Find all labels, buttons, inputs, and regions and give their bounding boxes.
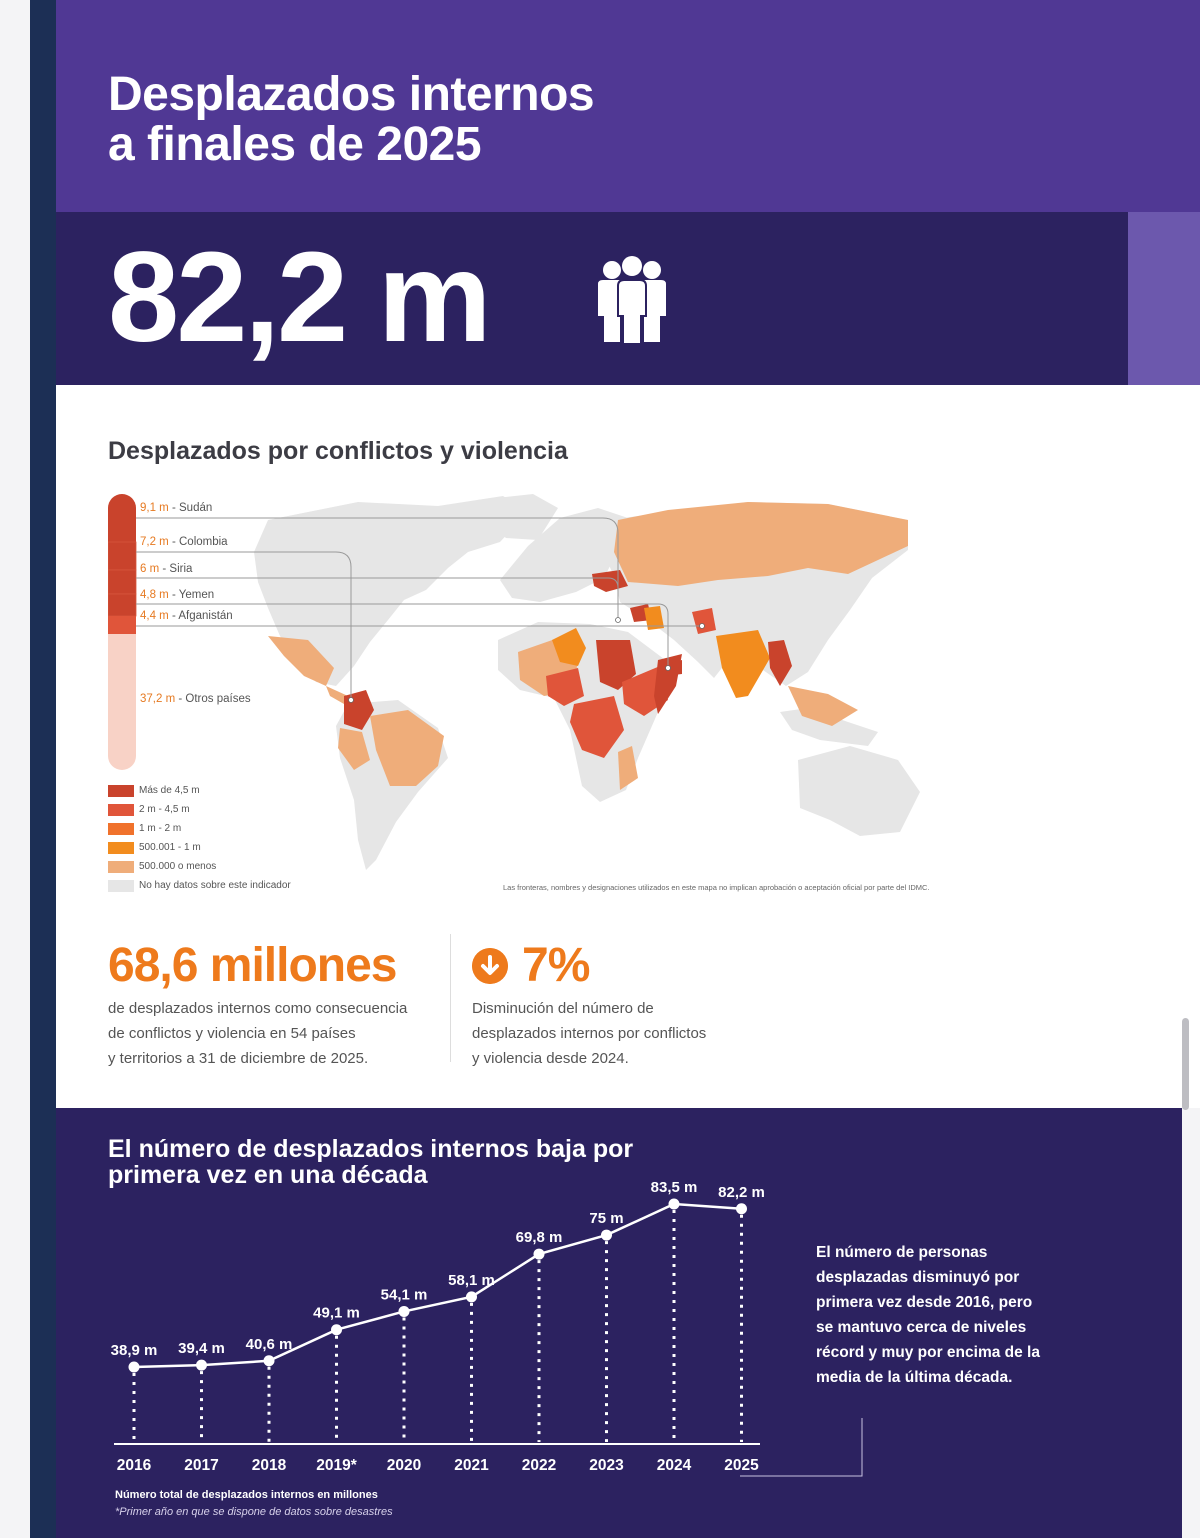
data-label: 39,4 m [178,1340,225,1358]
data-point [196,1360,207,1371]
stat-description: de desplazados internos como consecuencia de conflictos y violencia en 54 países y territorios a 31 de diciembre de 2025. [108,1000,408,1067]
data-label: 69,8 m [515,1229,563,1247]
x-tick-label: 2024 [656,1457,692,1474]
breakdown-label-colombia: 7,2 m - Colombia [140,536,228,548]
data-point [466,1291,477,1302]
data-point [264,1355,275,1366]
series-line [134,1204,742,1367]
data-label: 83,5 m [650,1179,698,1196]
data-label: 40,6 m [245,1335,293,1353]
data-label: 58,1 m [448,1271,495,1289]
data-point [399,1306,410,1317]
data-label: 54,1 m [380,1286,428,1304]
x-tick-label: 2016 [116,1457,152,1474]
x-tick-label: 2017 [184,1457,219,1474]
page-title: Desplazados internos a finales de 2025 [108,68,595,171]
breakdown-label-afghanistan: 4,4 m - Afganistán [140,610,233,622]
data-label: 38,9 m [110,1342,158,1359]
x-tick-label: 2021 [454,1457,489,1474]
data-point [669,1199,680,1210]
data-point [331,1324,342,1335]
chart-title: El número de desplazados internos baja por primera vez en una década [108,1135,634,1189]
x-tick-label: 2025 [724,1457,759,1474]
breakdown-label-sudan: 9,1 m - Sudán [140,502,213,514]
map-disclaimer: Las fronteras, nombres y designaciones utilizados en este mapa no implican aprobación o aceptación oficial por parte del IDMC. [503,883,930,892]
breakdown-label-other: 37,2 m - Otros países [140,693,251,705]
total-value: 82,2 m [108,226,489,369]
x-tick-label: 2018 [251,1457,287,1474]
data-point [601,1230,612,1241]
breakdown-label-syria: 6 m - Siria [140,563,193,575]
stat-value: 68,6 millones [108,939,397,992]
section-title: Desplazados por conflictos y violencia [108,437,568,465]
stat-description: Disminución del número de desplazados internos por conflictos y violencia desde 2024. [472,1000,707,1067]
x-tick-label: 2023 [589,1457,624,1474]
stat-value: 7% [522,939,590,992]
chart-ylabel: Número total de desplazados internos en millones [115,1489,378,1501]
x-tick-label: 2022 [521,1457,557,1474]
chart-footnote: *Primer año en que se dispone de datos sobre desastres [115,1506,393,1518]
x-tick-label: 2019* [316,1457,357,1474]
data-point [736,1203,747,1214]
data-point [129,1362,140,1373]
data-point [534,1249,545,1260]
breakdown-label-yemen: 4,8 m - Yemen [140,589,215,601]
x-tick-label: 2020 [386,1457,422,1474]
chart-note: El número de personas desplazadas disminuyó por primera vez desde 2016, pero se mantuvo cerca de niveles récord y muy por encima de la media de la última década. [816,1244,1040,1386]
data-label: 49,1 m [313,1304,360,1322]
data-label: 82,2 m [718,1183,765,1201]
data-label: 75 m [589,1210,624,1228]
